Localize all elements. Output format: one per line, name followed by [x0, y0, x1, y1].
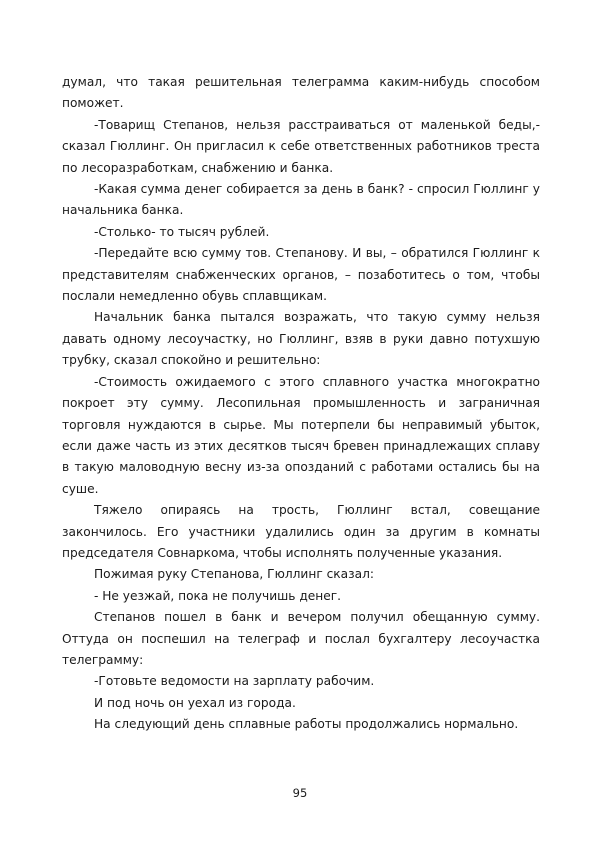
paragraph: -Стоимость ожидаемого с этого сплавного участка многократно покроет эту сумму. Лесопильная промышленность и заграничная торговля нуждаются в сырье. Мы потерпели бы неправимый убыток, если даже часть из этих десятков тысяч бревен принадлежащих сплаву в такую маловодную весну из-за опозданий с работами остались бы на суше. — [62, 374, 540, 496]
paragraph: Тяжело опираясь на трость, Гюллинг встал, совещание закончилось. Его участники удалились один за другим в комнаты председателя Совнаркома, чтобы исполнять полученные указания. — [62, 503, 540, 560]
paragraph: И под ночь он уехал из города. — [94, 695, 296, 710]
paragraph: Степанов пошел в банк и вечером получил обещанную сумму. Оттуда он поспешил на телеграф и послал бухгалтеру лесоучастка телеграмму: — [62, 610, 540, 667]
paragraph: На следующий день сплавные работы продолжались нормально. — [94, 717, 519, 732]
paragraph: -Готовьте ведомости на зарплату рабочим. — [94, 674, 375, 689]
paragraph: -Какая сумма денег собирается за день в банк? - спросил Гюллинг у начальника банка. — [62, 182, 540, 218]
page-number: 95 — [292, 786, 308, 800]
paragraph: -Столько- то тысяч рублей. — [94, 224, 270, 239]
paragraph: - Не уезжай, пока не получишь денег. — [94, 588, 342, 603]
paragraph: -Передайте всю сумму тов. Степанову. И вы, – обратился Гюллинг к представителям снабженческих органов, – позаботитесь о том, чтобы послали немедленно обувь сплавщикам. — [62, 246, 540, 304]
paragraph: думал, что такая решительная телеграмма каким-нибудь способом поможет. — [62, 75, 540, 111]
paragraph: Начальник банка пытался возражать, что такую сумму нельзя давать одному лесоучастку, но Гюллинг, взяв в руки давно потухшую трубку, сказал спокойно и решительно: — [62, 310, 540, 368]
paragraph: -Товарищ Степанов, нельзя расстраиваться от маленькой беды,- сказал Гюллинг. Он пригласил к себе ответственных работников треста по лесоразработкам, снабжению и банка. — [62, 117, 540, 175]
page-text-body — [62, 72, 540, 736]
paragraph: Пожимая руку Степанова, Гюллинг сказал: — [94, 567, 374, 582]
